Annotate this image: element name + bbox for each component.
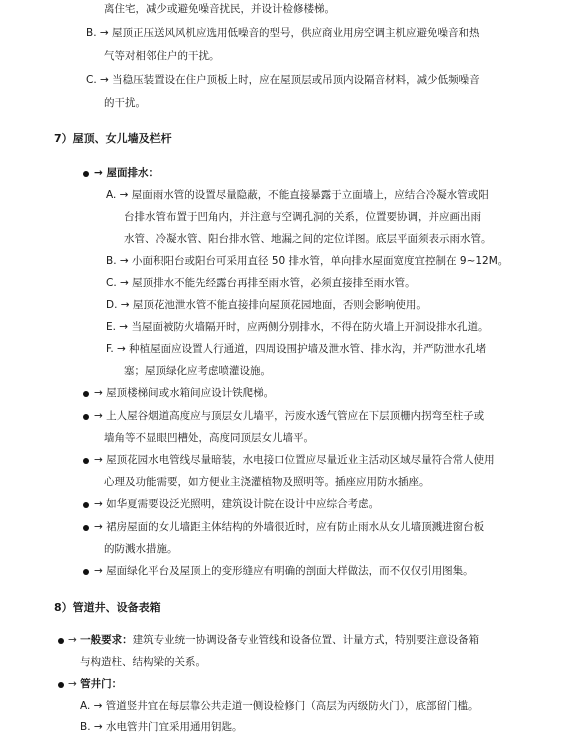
bullet-icon (58, 682, 64, 688)
text-line: A. → 屋面雨水管的设置尽量隐蔽，不能直接暴露于立面墙上，应结合冷凝水管或阳 (106, 189, 489, 201)
list-item: → 上人屋谷烟道高度应与顶层女儿墙平，污废水透气管应在下层顶栅内拐弯至柱子或 (94, 410, 485, 422)
list-item: → 一般要求：建筑专业统一协调设备专业管线和设备位置、计量方式，特别要注意设备箱 (68, 634, 480, 646)
list-item: → 屋顶楼梯间或水箱间应设计铁爬梯。 (94, 387, 275, 399)
bullet-icon (83, 391, 89, 397)
text-line: E. → 当屋面被防火墙隔开时，应两侧分别排水，不得在防火墙上开洞设排水孔道。 (106, 321, 489, 333)
text-line: 塞；屋顶绿化应考虑喷灌设施。 (124, 365, 271, 377)
text-line: 水管、冷凝水管、阳台排水管、地漏之间的定位详图。底层平面须表示雨水管。 (124, 233, 492, 245)
text-line: 气等对相邻住户的干扰。 (104, 50, 220, 62)
bullet-icon (83, 171, 89, 177)
list-item: → 裙房屋面的女儿墙距主体结构的外墙很近时，应有防止雨水从女儿墙顶溅进窗台板 (94, 521, 485, 533)
text-line: C. → 当稳压装置设在住户顶板上时，应在屋顶层或吊顶内设隔音材料，减少低频噪音 (86, 74, 480, 86)
text-line: 离住宅，减少或避免噪音扰民，并设计检修楼梯。 (104, 3, 335, 15)
list-item: → 屋面绿化平台及屋顶上的变形缝应有明确的剖面大样做法，而不仅仅引用图集。 (94, 565, 474, 577)
section-heading-8: 8）管道井、设备表箱 (54, 601, 161, 614)
general-requirements-text: 建筑专业统一协调设备专业管线和设备位置、计量方式，特别要注意设备箱 (132, 634, 480, 646)
text-line: 墙角等不显眼凹槽处，高度同顶层女儿墙平。 (104, 432, 314, 444)
bullet-icon (83, 569, 89, 575)
text-line: B. → 小面积阳台或阳台可采用直径 50 排水管，单向排水屋面宽度宜控制在 9~12M。 (106, 255, 509, 267)
bullet-icon (58, 638, 64, 644)
bullet-icon (83, 458, 89, 464)
text-line: B. → 水电管井门宜采用通用钥匙。 (80, 721, 243, 733)
text-line: 的防溅水措施。 (104, 543, 178, 555)
text-line: 的干扰。 (104, 97, 146, 109)
text-line: D. → 屋顶花池泄水管不能直接排向屋顶花园地面，否则会影响使用。 (106, 299, 427, 311)
shaft-door-label: 管井门： (80, 678, 123, 690)
list-item: → 如华夏需要设泛光照明，建筑设计院在设计中应综合考虑。 (94, 498, 380, 510)
bullet-icon (83, 525, 89, 531)
text-line: B. → 屋顶正压送风风机应选用低噪音的型号，供应商业用房空调主机应避免噪音和热 (86, 27, 480, 39)
text-line: 台排水管布置于凹角内，并注意与空调孔洞的关系，位置要协调，并应画出雨 (124, 211, 481, 223)
list-item: → 屋顶花园水电管线尽量暗装，水电接口位置应尽量近业主活动区域尽量符合常人使用 (94, 454, 495, 466)
text-line: C. → 屋顶排水不能先经露台再排至雨水管，必须直接排至雨水管。 (106, 277, 416, 289)
subheading-roof-drainage: → 屋面排水： (94, 167, 159, 179)
bullet-icon (83, 414, 89, 420)
list-item: → 管井门： (68, 678, 123, 690)
text-line: A. → 管道竖井宜在每层靠公共走道一侧设检修门（高层为丙级防火门），底部留门槛。 (80, 700, 479, 712)
section-heading-7: 7）屋顶、女儿墙及栏杆 (54, 132, 172, 145)
text-line: F. → 种植屋面应设置人行通道，四周设围护墙及泄水管、排水沟，并严防泄水孔堵 (106, 343, 487, 355)
bullet-icon (83, 502, 89, 508)
text-line: 与构造柱、结构梁的关系。 (80, 656, 206, 668)
text-line: 心理及功能需要，如方便业主浇灌植物及照明等。插座应用防水插座。 (104, 476, 430, 488)
general-requirements-label: 一般要求： (80, 634, 133, 646)
